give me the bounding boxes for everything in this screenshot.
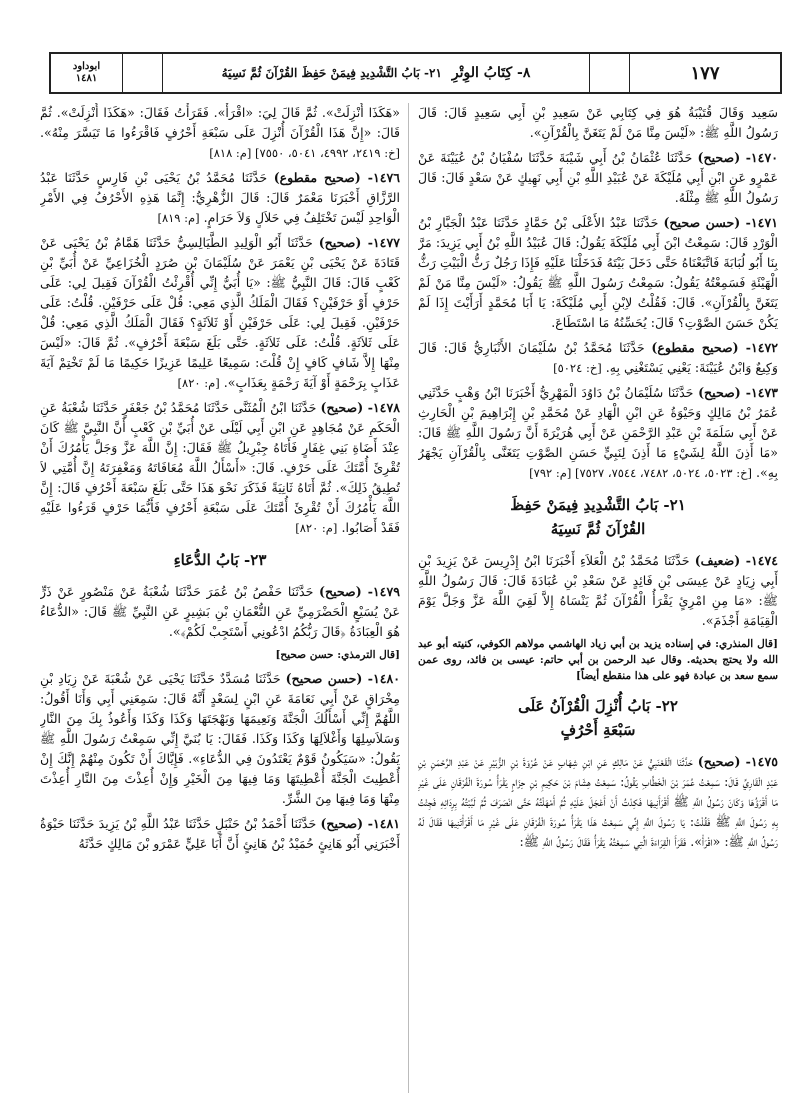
hadith-text: حَدَّثَنَا أَحْمَدُ بْنُ حَنْبَلٍ حَدَّثَنَا عَبْدُ اللَّهِ بْنُ يَزِيدَ حَدَّثَنَا حَيْوَةُ أَخْبَرَنِي أَبُو هَانِئٍ حُمَيْدُ بْنُ هَانِئٍ أَنَّ أَبَا عَلِيٍّ عَمْرَو بْنَ مَالِكٍ حَدَّثَهُ — [40, 816, 400, 851]
hadith-number: ١٤٨٠- (حسن صحيح) — [285, 671, 400, 686]
page-number: ١٧٧ — [690, 62, 720, 84]
hadith-reference: [م: ٨١٩] — [157, 211, 200, 225]
chapter-heading-21 — [418, 493, 778, 541]
header-page-box — [630, 54, 780, 92]
hadith-text: حَدَّثَنَا أَبُو الْوَلِيدِ الطَّيَالِسِيُّ حَدَّثَنَا هَمَّامُ بْنُ يَحْيَى عَنْ قَتَادَةَ عَنْ يَحْيَى بْنِ يَعْمَرَ عَنْ سُلَيْمَانَ بْنِ صُرَدٍ الْخُزَاعِيِّ عَنْ أُبَيِّ بْنِ كَعْبٍ قَالَ: قَالَ النَّبِيُّ ﷺ: «يَا أُبَيُّ إِنِّي أُقْرِئْتُ الْقُرْآنَ فَقِيلَ لِي: عَلَى حَرْفٍ أَوْ حَرْفَيْنِ؟ فَقَالَ الْمَلَكُ الَّذِي مَعِي: قُلْ عَلَى حَرْفَيْنِ. قُلْتُ: عَلَى حَرْفَيْنِ. فَقِيلَ لِي: عَلَى حَرْفَيْنِ أَوْ ثَلاَثَةٍ؟ فَقَالَ الْمَلَكُ الَّذِي مَعِي: قُلْ عَلَى ثَلاَثَةٍ. قُلْتُ: عَلَى ثَلاَثَةٍ. حَتَّى بَلَغَ سَبْعَةَ أَحْرُفٍ». ثُمَّ قَالَ: «لَيْسَ مِنْهَا إِلاَّ شَافٍ كَافٍ إِنْ قُلْتَ: سَمِيعًا عَلِيمًا عَزِيزًا حَكِيمًا مَا لَمْ تَخْتِمْ آيَةَ عَذَابٍ بِرَحْمَةٍ أَوْ آيَةَ رَحْمَةٍ بِعَذَابٍ». — [40, 235, 400, 390]
hadith-1475 — [418, 752, 778, 852]
header-source-box — [51, 54, 123, 92]
chapter-heading-22 — [418, 694, 778, 742]
hadith-1470 — [418, 148, 778, 208]
scholar-note: [قال المنذري: في إسناده يزيد بن أبي زياد الهاشمي مولاهم الكوفي، كنيته أبو عبد الله ولا يحتج بحديثه. وقال عبد الرحمن بن أبي حاتم: عيسى بن فائد، روى عمن سمع سعد بن عبادة فهو على هذا منقطع أيضاً] — [418, 638, 778, 682]
column-divider — [408, 103, 409, 1093]
hadith-text: حَدَّثَنَا ابْنُ الْمُثَنَّى حَدَّثَنَا مُحَمَّدُ بْنُ جَعْفَرٍ حَدَّثَنَا شُعْبَةُ عَنِ الْحَكَمِ عَنْ مُجَاهِدٍ عَنِ ابْنِ أَبِي لَيْلَى عَنْ أُبَيِّ بْنِ كَعْبٍ أَنَّ النَّبِيَّ ﷺ كَانَ عِنْدَ أَضَاةِ بَنِي غِفَارٍ فَأَتَاهُ جِبْرِيلُ ﷺ فَقَالَ: إِنَّ اللَّهَ عَزَّ وَجَلَّ يَأْمُرُكَ أَنْ تُقْرِئَ أُمَّتَكَ عَلَى حَرْفٍ. قَالَ: «أَسْأَلُ اللَّهَ مُعَافَاتَهُ وَمَغْفِرَتَهُ إِنَّ أُمَّتِي لاَ تُطِيقُ ذَلِكَ». ثُمَّ أَتَاهُ ثَانِيَةً فَذَكَرَ نَحْوَ هَذَا حَتَّى بَلَغَ سَبْعَةَ أَحْرُفٍ قَالَ: إِنَّ اللَّهَ يَأْمُرُكَ أَنْ تُقْرِئَ أُمَّتَكَ عَلَى سَبْعَةِ أَحْرُفٍ فَأَيُّمَا حَرْفٍ قَرَءُوا عَلَيْهِ فَقَدْ أَصَابُوا. — [40, 400, 400, 535]
hadith-number: ١٤٧٩- (صحيح) — [319, 584, 400, 599]
hadith-number: ١٤٧٧- (صحيح) — [318, 235, 400, 250]
running-header — [49, 52, 782, 94]
hadith-reference: [م: ٨٢٠] — [177, 376, 220, 390]
chapter-heading-line: ٢٢- بَابُ أُنْزِلَ الْقُرْآنُ عَلَى — [518, 697, 678, 715]
hadith-number: ١٤٧٢- (صحيح مقطوع) — [651, 340, 778, 355]
hadith-1479 — [40, 582, 400, 642]
hadith-text: حَدَّثَنَا مُحَمَّدُ بْنُ الْعَلاَءِ أَخْبَرَنَا ابْنُ إِدْرِيسَ عَنْ يَزِيدَ بْنِ أَبِي زِيَادٍ عَنْ عِيسَى بْنِ فَائِدٍ عَنْ سَعْدِ بْنِ عُبَادَةَ قَالَ: قَالَ رَسُولُ اللَّهِ ﷺ: «مَا مِنِ امْرِئٍ يَقْرَأُ الْقُرْآنَ ثُمَّ يَنْسَاهُ إِلاَّ لَقِيَ اللَّهَ عَزَّ وَجَلَّ يَوْمَ الْقِيَامَةِ أَجْذَمَ». — [418, 553, 778, 628]
hadith-text: حَدَّثَنَا مُحَمَّدُ بْنُ سُلَيْمَانَ الأَنْبَارِيُّ قَالَ: قَالَ وَكِيعٌ وَابْنُ عُيَيْنَةَ: يَعْنِي يَسْتَغْنِي بِهِ. — [418, 340, 778, 375]
header-empty-cell — [123, 54, 163, 92]
hadith-reference: [م: ٨٢٠] — [295, 521, 338, 535]
continued-text — [40, 103, 400, 163]
hadith-text: حَدَّثَنَا سُلَيْمَانُ بْنُ دَاوُدَ الْمَهْرِيُّ أَخْبَرَنَا ابْنُ وَهْبٍ حَدَّثَنِي عُمَرُ بْنُ مَالِكٍ وَحَيْوَةُ عَنِ ابْنِ الْهَادِ عَنْ مُحَمَّدِ بْنِ إِبْرَاهِيمَ بْنِ الْحَارِثِ عَنْ أَبِي سَلَمَةَ بْنِ عَبْدِ الرَّحْمَنِ عَنْ أَبِي هُرَيْرَةَ أَنَّ رَسُولَ اللَّهِ ﷺ قَالَ: «مَا أَذِنَ اللَّهُ لِشَيْءٍ مَا أَذِنَ لِنَبِيٍّ حَسَنِ الصَّوْتِ يَتَغَنَّى بِالْقُرْآنِ يَجْهَرُ بِهِ». — [418, 385, 778, 480]
hadith-1474 — [418, 551, 778, 631]
hadith-1477 — [40, 233, 400, 393]
hadith-text: حَدَّثَنَا عَبْدُ الأَعْلَى بْنُ حَمَّادٍ حَدَّثَنَا عَبْدُ الْجَبَّارِ بْنُ الْوَرْدِ قَالَ: سَمِعْتُ ابْنَ أَبِي مُلَيْكَةَ يَقُولُ: قَالَ عُبَيْدُ اللَّهِ بْنُ أَبِي يَزِيدَ: مَرَّ بِنَا أَبُو لُبَابَةَ فَاتَّبَعْنَاهُ حَتَّى دَخَلَ بَيْتَهُ فَدَخَلْنَا عَلَيْهِ فَإِذَا رَجُلٌ رَثُّ الْبَيْتِ رَثُّ الْهَيْئَةِ فَسَمِعْتُهُ يَقُولُ: سَمِعْتُ رَسُولَ اللَّهِ ﷺ يَقُولُ: «لَيْسَ مِنَّا مَنْ لَمْ يَتَغَنَّ بِالْقُرْآنِ». قَالَ: فَقُلْتُ لاِبْنِ أَبِي مُلَيْكَةَ: يَا أَبَا مُحَمَّدٍ أَرَأَيْتَ إِذَا لَمْ يَكُنْ حَسَنَ الصَّوْتِ؟ قَالَ: يُحَسِّنُهُ مَا اسْتَطَاعَ. — [418, 215, 778, 330]
hadith-1473 — [418, 383, 778, 483]
header-source: ابوداود — [72, 61, 101, 72]
hadith-1472 — [418, 338, 778, 378]
header-empty-cell — [590, 54, 630, 92]
hadith-reference: [خ: ٥٠٢٣، ٥٠٢٤، ٧٤٨٢، ٧٥٤٤، ٧٥٢٧] [م: ٧٩٢] — [529, 466, 753, 480]
hadith-number: ١٤٧٤- (ضعيف) — [694, 553, 778, 568]
hadith-1480 — [40, 669, 400, 809]
chapter-heading-line: القُرْآنَ ثُمَّ نَسِيَهُ — [550, 520, 646, 538]
hadith-number: ١٤٨١- (صحيح) — [320, 816, 400, 831]
hadith-reference: [خ: ٢٤١٩، ٤٩٩٢، ٥٠٤١، ٧٥٥٠] [م: ٨١٨] — [209, 146, 400, 160]
hadith-text: «هَكَذَا أُنْزِلَتْ». ثُمَّ قَالَ لِيَ: «اقْرَأْ». فَقَرَأْتُ فَقَالَ: «هَكَذَا أُنْزِلَتْ». ثُمَّ قَالَ: «إِنَّ هَذَا الْقُرْآنَ أُنْزِلَ عَلَى سَبْعَةِ أَحْرُفٍ فَاقْرَءُوا مَا تَيَسَّرَ مِنْهُ». — [40, 105, 400, 140]
hadith-text: حَدَّثَنَا عُثْمَانُ بْنُ أَبِي شَيْبَةَ حَدَّثَنَا سُفْيَانُ بْنُ عُيَيْنَةَ عَنْ عَمْرٍو عَنِ ابْنِ أَبِي مُلَيْكَةَ عَنْ عُبَيْدِ اللَّهِ بْنِ أَبِي نَهِيكٍ عَنْ سَعْدٍ قَالَ: قَالَ رَسُولُ اللَّهِ ﷺ مِثْلَهُ. — [418, 150, 778, 205]
hadith-text: حَدَّثَنَا مُحَمَّدُ بْنُ يَحْيَى بْنِ فَارِسٍ حَدَّثَنَا عَبْدُ الرَّزَّاقِ أَخْبَرَنَا مَعْمَرٌ قَالَ: قَالَ الزُّهْرِيُّ: إِنَّمَا هَذِهِ الأَحْرُفُ فِي الأَمْرِ الْوَاحِدِ لَيْسَ تَخْتَلِفُ فِي حَلاَلٍ وَلاَ حَرَامٍ. — [40, 170, 400, 225]
hadith-number: ١٤٧٦- (صحيح مقطوع) — [273, 170, 400, 185]
hadith-number: ١٤٧٨- (صحيح) — [320, 400, 400, 415]
header-hadith-number: ١٤٨١ — [75, 73, 98, 84]
right-column — [418, 103, 778, 1095]
header-title-box — [163, 54, 590, 92]
hadith-1481 — [40, 814, 400, 854]
hadith-number: ١٤٧٠- (صحيح) — [697, 150, 778, 165]
chapter-heading-line: سَبْعَةِ أَحْرُفٍ — [560, 721, 636, 739]
hadith-1478 — [40, 398, 400, 538]
chapter-heading-line: ٢١- بَابُ التَّشْدِيدِ فِيمَنْ حَفِظَ — [510, 496, 686, 514]
hadith-1471 — [418, 213, 778, 333]
header-chapter-title: ٢١- بَابُ التَّشْدِيدِ فِيمَنْ حَفِظَ القُرْآنَ ثُمَّ نَسِيَهُ — [221, 66, 442, 80]
chapter-heading-23 — [40, 548, 400, 572]
left-column — [40, 103, 400, 1095]
scholar-note: [قال الترمذي: حسن صحيح] — [275, 649, 400, 661]
hadith-1476 — [40, 168, 400, 228]
header-book-title: ٨- كِتَابُ الوِتْرِ — [451, 65, 531, 81]
hadith-text: حَدَّثَنَا مُسَدَّدٌ حَدَّثَنَا يَحْيَى عَنْ شُعْبَةَ عَنْ زِيَادِ بْنِ مِخْرَاقٍ عَنْ أَبِي نَعَامَةَ عَنِ ابْنٍ لِسَعْدٍ أَنَّهُ قَالَ: سَمِعَنِي أَبِي وَأَنَا أَقُولُ: اللَّهُمَّ إِنِّي أَسْأَلُكَ الْجَنَّةَ وَنَعِيمَهَا وَبَهْجَتَهَا وَكَذَا وَكَذَا وَأَعُوذُ بِكَ مِنَ النَّارِ وَسَلاَسِلِهَا وَأَغْلاَلِهَا وَكَذَا وَكَذَا. فَقَالَ: يَا بُنَيَّ إِنِّي سَمِعْتُ رَسُولَ اللَّهِ ﷺ يَقُولُ: «سَيَكُونُ قَوْمٌ يَعْتَدُونَ فِي الدُّعَاءِ». فَإِيَّاكَ أَنْ تَكُونَ مِنْهُمْ إِنَّكَ إِنْ أُعْطِيتَ الْجَنَّةَ أُعْطِيتَهَا وَمَا فِيهَا مِنَ الْخَيْرِ وَإِنْ أُعِذْتَ مِنَ النَّارِ أُعِذْتَ مِنْهَا وَمَا فِيهَا مِنَ الشَّرِّ. — [40, 671, 400, 806]
hadith-text: حَدَّثَنَا حَفْصُ بْنُ عُمَرَ حَدَّثَنَا شُعْبَةُ عَنْ مَنْصُورٍ عَنْ ذَرٍّ عَنْ يُسَيْعٍ الْحَضْرَمِيِّ عَنِ النُّعْمَانِ بْنِ بَشِيرٍ عَنِ النَّبِيِّ ﷺ قَالَ: «الدُّعَاءُ هُوَ الْعِبَادَةُ ﴿قَالَ رَبُّكُمُ ادْعُونِي أَسْتَجِبْ لَكُمْ﴾». — [40, 584, 400, 639]
hadith-number: ١٤٧١- (حسن صحيح) — [663, 215, 778, 230]
continued-text: سَعِيد وَقَالَ قُتَيْبَةُ هُوَ فِي كِتَابِي عَنْ سَعِيدِ بْنِ أَبِي سَعِيدٍ قَالَ: قَالَ رَسُولُ اللَّهِ ﷺ: «لَيْسَ مِنَّا مَنْ لَمْ يَتَغَنَّ بِالْقُرْآنِ». — [418, 105, 778, 140]
hadith-reference: [خ: ٥٠٢٤] — [553, 361, 602, 375]
chapter-heading-line: ٢٣- بَابُ الدُّعَاءِ — [173, 551, 267, 569]
hadith-text: حَدَّثَنَا الْقَعْنَبِيُّ عَنْ مَالِكٍ عَنِ ابْنِ شِهَابٍ عَنْ عُرْوَةَ بْنِ الزُّبَيْرِ عَنْ عَبْدِ الرَّحْمَنِ بْنِ عَبْدٍ الْقَارِيِّ قَالَ: سَمِعْتُ عُمَرَ بْنَ الْخَطَّابِ يَقُولُ: سَمِعْتُ هِشَامَ بْنَ حَكِيمِ بْنِ حِزَامٍ يَقْرَأُ سُورَةَ الْفُرْقَانِ عَلَى غَيْرِ مَا أَقْرَؤُهَا وَكَانَ رَسُولُ اللَّهِ ﷺ أَقْرَأَنِيهَا فَكِدْتُ أَنْ أَعْجَلَ عَلَيْهِ ثُمَّ أَمْهَلْتُهُ حَتَّى انْصَرَفَ ثُمَّ لَبَّبْتُهُ بِرِدَائِهِ فَجِئْتُ بِهِ رَسُولَ اللَّهِ ﷺ فَقُلْتُ: يَا رَسُولَ اللَّهِ إِنِّي سَمِعْتُ هَذَا يَقْرَأُ سُورَةَ الْفُرْقَانِ عَلَى غَيْرِ مَا أَقْرَأْتَنِيهَا فَقَالَ لَهُ رَسُولُ اللَّهِ ﷺ: «اقْرَأْ». فَقَرَأَ الْقِرَاءَةَ الَّتِي سَمِعْتُهُ يَقْرَأُ فَقَالَ رَسُولُ اللَّهِ ﷺ: — [418, 754, 778, 849]
hadith-number: ١٤٧٥- (صحيح) — [697, 754, 778, 769]
hadith-number: ١٤٧٣- (صحيح) — [698, 385, 778, 400]
